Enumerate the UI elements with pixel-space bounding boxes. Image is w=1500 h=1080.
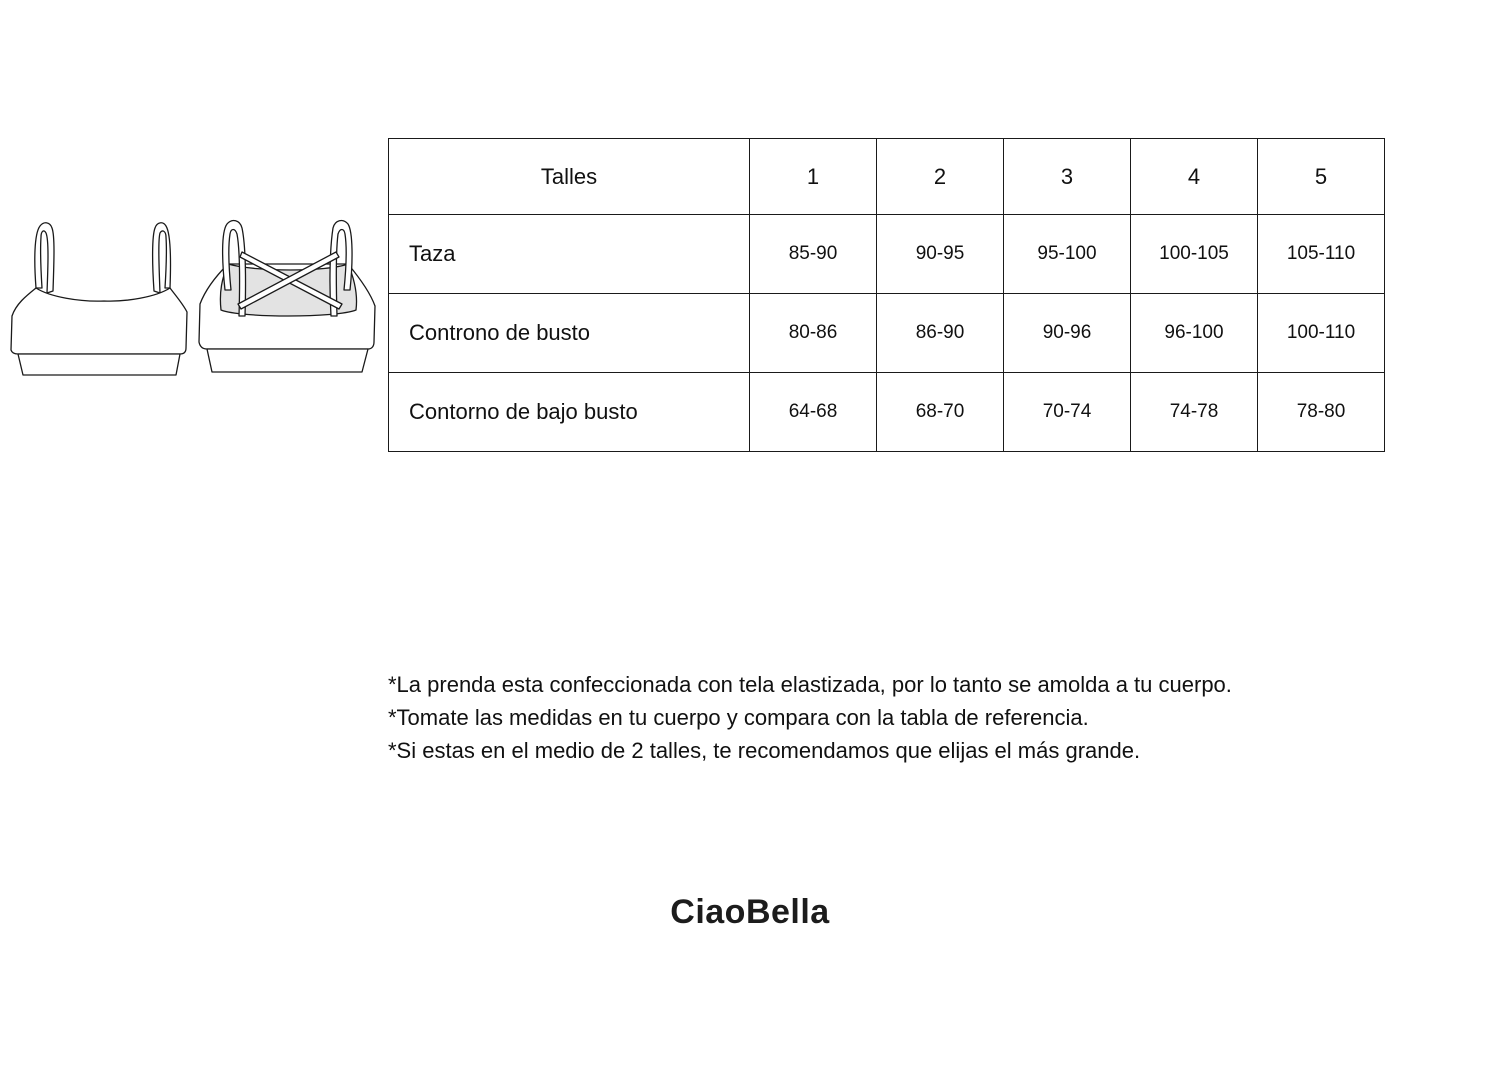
size-chart-table [388, 138, 1385, 452]
table-cell: 78-80 [1258, 373, 1385, 452]
table-cell: 100-110 [1258, 294, 1385, 373]
table-cell: 96-100 [1131, 294, 1258, 373]
row-label: Controno de busto [389, 294, 750, 373]
table-cell: 90-96 [1004, 294, 1131, 373]
bra-back-icon [199, 221, 375, 372]
table-row [389, 294, 1385, 373]
table-cell: 70-74 [1004, 373, 1131, 452]
table-cell: 86-90 [877, 294, 1004, 373]
table-cell: 105-110 [1258, 215, 1385, 294]
care-notes [388, 668, 1468, 767]
header-size: 3 [1004, 139, 1131, 215]
table-row [389, 215, 1385, 294]
header-label: Talles [389, 139, 750, 215]
table-cell: 85-90 [750, 215, 877, 294]
garment-illustration [6, 212, 380, 384]
table-cell: 74-78 [1131, 373, 1258, 452]
row-label: Contorno de bajo busto [389, 373, 750, 452]
header-size: 4 [1131, 139, 1258, 215]
table-cell: 68-70 [877, 373, 1004, 452]
header-size: 5 [1258, 139, 1385, 215]
table-cell: 64-68 [750, 373, 877, 452]
note-line: *La prenda esta confeccionada con tela elastizada, por lo tanto se amolda a tu cuerpo. [388, 672, 1232, 697]
table-cell: 95-100 [1004, 215, 1131, 294]
header-size: 1 [750, 139, 877, 215]
table-cell: 90-95 [877, 215, 1004, 294]
header-size: 2 [877, 139, 1004, 215]
table-header-row [389, 139, 1385, 215]
table-cell: 80-86 [750, 294, 877, 373]
table-cell: 100-105 [1131, 215, 1258, 294]
brand-logo: CiaoBella [670, 893, 830, 931]
note-line: *Tomate las medidas en tu cuerpo y compara con la tabla de referencia. [388, 705, 1089, 730]
row-label: Taza [389, 215, 750, 294]
note-line: *Si estas en el medio de 2 talles, te recomendamos que elijas el más grande. [388, 738, 1141, 763]
bra-front-icon [11, 223, 187, 375]
table-row [389, 373, 1385, 452]
